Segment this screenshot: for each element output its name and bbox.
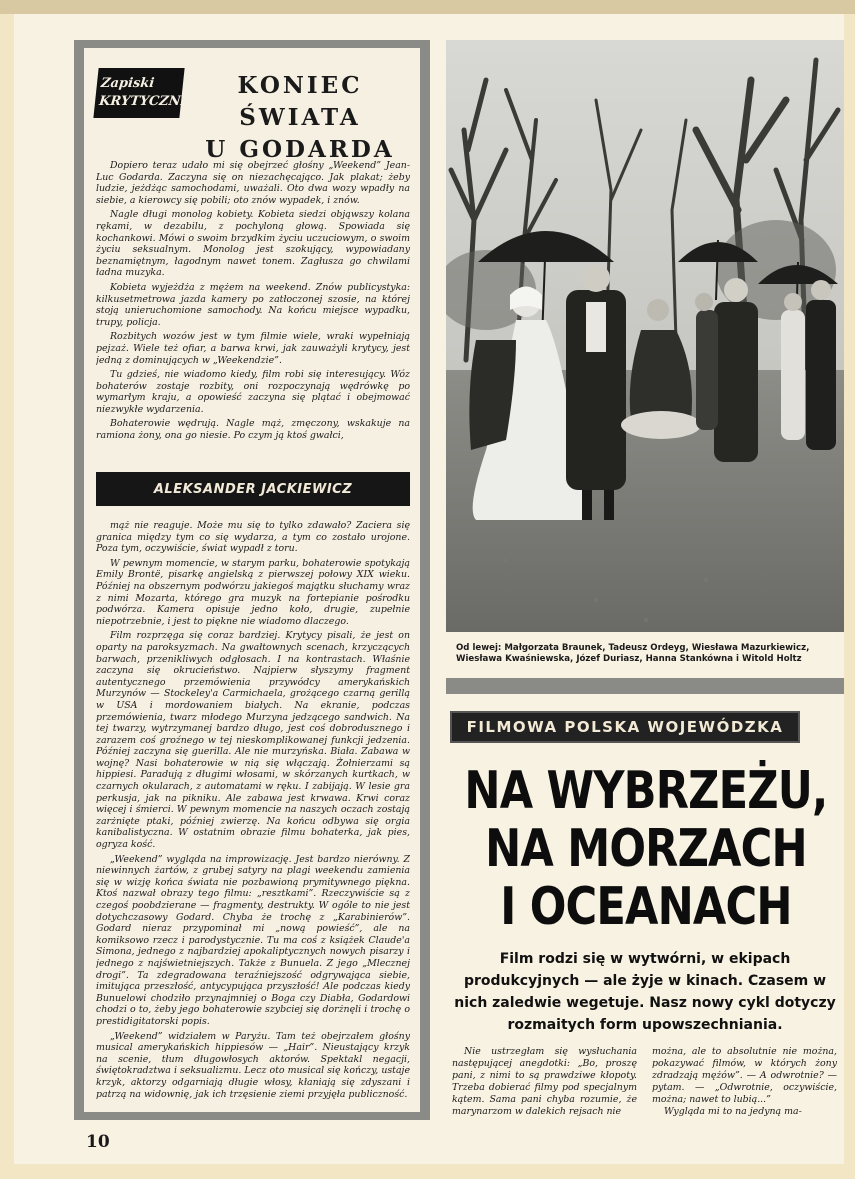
headline-line-2: NA MORZACH [485,819,807,879]
paragraph: Kobieta wyjeżdża z mężem na weekend. Znów publicystyka: kilkusetmetrowa jazda kamery po zatłoczonej szosie, na której stoją unieruchomione samochody. Na końcu miejsce wypadku, trupy, policja. [96,281,410,328]
paragraph: „Weekend” wygląda na improwizację. Jest bardzo nierówny. Z niewinnych żartów, z grubej satyry na plagi weekendu zamienia się w wizję końca świata nie pozbawioną prymitywnego piękna. Ktoś nazwał obrazy tego filmu: „resztkami”. Rzeczywiście są z czegoś poobdzierane — fragmenty, destrukty. W ogóle to nie jest dotychczasowy Godard. Chyba że trochę z „Karabinierów”. Godard nieraz przypominał mi „nową powieść”, ale na komiksowo rzecz i parodystycznie. Tu ma coś z książek Claude'a Simona, jednego z najbardziej apokaliptycznych nowych pisarzy i jednego z najświetniejszych. Także z Bunuela. Z jego „Mlecznej drogi”. Ta zdegradowana teraźniejszość odgrywająca siebie, imitująca przeszłość, antycypująca przyszłość! Ale podczas kiedy Bunuelowi chodziło przynajmniej o Boga czy Diabła, Godardowi chodzi o to, żeby jego bohaterowie szybciej się dorżnęli i trochę o prestidigitatorski popis. [96,853,410,1027]
title-line-1: KONIEC ŚWIATA [237,72,363,131]
author-byline: ALEKSANDER JACKIEWICZ [96,472,410,506]
article-body-part-2 [96,520,410,1112]
lead-text: Film rodzi się w wytwórni, w ekipach produkcyjnych — ale żyje w kinach. Czasem w nich zaledwie wegetuje. Nasz nowy cykl dotyczy rozmaitych form upowszechniania. [454,951,836,1033]
logo-line-2: KRYTYCZNE [98,94,192,109]
body-column-2 [652,1046,837,1122]
paragraph: W pewnym momencie, w starym parku, bohaterowie spotykają Emily Brontë, pisarkę angielską z pierwszej połowy XIX wieku. Później na obszernym podwórzu jakiegoś majątku słuchamy wraz z nimi Mozarta, którego gra muzyk na fortepianie pośrodku podwórza. Kamera opisuje jedno koło, drugie, zupełnie niepotrzebnie, i jest to piękne nie wiadomo dlaczego. [96,557,410,627]
paragraph: Bohaterowie wędrują. Nagle mąż, zmęczony, wskakuje na ramiona żony, ona go niesie. Po czym ją ktoś gwałci, [96,418,410,442]
paragraph: Film rozprzęga się coraz bardziej. Krytycy pisali, że jest on oparty na paroksyzmach. Na gwałtownych scenach, krzyczących barwach, przenikliwych odgłosach. I na kontrastach. Właśnie zaczyna się okrucieństwo. Najpierw słyszymy fragment autentycznego przemówienia przywódcy amerykańskich Murzynów — Stockeley'a Carmichaela, grożącego czarną gerillą w USA i mordowaniem białych. Na ekranie, podczas przemówienia, twarz młodego Murzyna jedzącego sandwich. Na tej twarzy, wytrzymanej bardzo długo, jest coś dobrodusznego i zarazem coś groźnego w tej nieskomplikowanej funkcji jedzenia. Później zaczyna się guerilla. Ale nie murzyńska. Biała. Zabawa w wojnę? Nasi bohaterowie w nią się włączają. Żołnierzami są hippiesi. Paradują z długimi włosami, w skórzanych kurtkach, w czarnych okularach, z automatami w ręku. I zabijają. W lesie gra perkusja, jak na pikniku. Ale zabawa jest krwawa. Krwi coraz więcej i śmierci. W pewnym momencie na naszych oczach zostają zarżnięte ptaki, później zwierzę. Na końcu odbywa się orgia kanibalistyczna. W ostatnim obrazie filmu bohaterka, jak pies, ogryza kość. [96,630,410,851]
section-divider [446,678,844,694]
headline-line-1: NA WYBRZEŻU, [464,761,828,821]
photo-caption: Od lewej: Małgorzata Braunek, Tadeusz Ordeyg, Wiesława Mazurkiewicz, Wiesława Kwaśniewska, Józef Duriasz, Hanna Stankówna i Witold Holtz [456,643,810,664]
paragraph: mąż nie reaguje. Może mu się to tylko zdawało? Zaciera się granica między tym co się wydarza, a tym co zostało urojone. Poza tym, oczywiście, świat wypadł z toru. [96,520,410,555]
paragraph: Nie ustrzegłam się wysłuchania następującej anegdotki: „Bo, proszę pani, z nimi to są prawdziwe kłopoty. Trzeba dobierać filmy pod specjalnym kątem. Sama pani chyba rozumie, że marynarzom w dalekich rejsach nie [452,1046,637,1117]
page-number: 10 [86,1132,110,1152]
headline-line-3: I OCEANACH [500,877,792,937]
paragraph: Dopiero teraz udało mi się obejrzeć głośny „Weekend” Jean-Luc Godarda. Zaczyna się on niezachęcająco. Jak plakat; żeby ludzie, jeżdżąc samochodami, uważali. Oto dwa wozy wpadły na siebie, a kierowcy się pobili; oto znów wypadek, i znów. [96,160,410,206]
paragraph: „Weekend” widziałem w Paryżu. Tam też obejrzałem głośny musical amerykańskich hippiesów — „Hair”. Nieustający krzyk na scenie, tłum długowłosych aktorów. Spektakl negacji, świętokradztwa i seksualizmu. Lecz oto musical się kończy, ustaje krzyk, aktorzy odgarniają długie włosy, kłaniają się zdyszani i patrzą na widownię, jak ich trzęsienie ziemi przyjęła publiczność. [96,1030,410,1100]
paragraph: można, ale to absolutnie nie można, pokazywać filmów, w których żony zdradzają mężów”. — A odwrotnie? — pytam. — „Odwrotnie, oczywiście, można; nawet to lubią...” [652,1046,837,1105]
left-article [84,48,420,1112]
film-still-photo [446,40,844,632]
section-label: FILMOWA POLSKA WOJEWÓDZKA [450,711,800,743]
title-line-2: U GODARDA [205,136,395,163]
headline [448,761,828,937]
article-body-part-1 [96,160,410,458]
paragraph: Nagle długi monolog kobiety. Kobieta siedzi objąwszy kolana rękami, w dezabilu, z pochyloną głową. Spowiada się kochankowi. Mówi o swoim brzydkim życiu uczuciowym, o swoim życiu seksualnym. Monolog jest szokujący, wypowiadany beznamiętnym, łagodnym nawet tonem. Zagłusza go chwilami ładna muzyka. [96,209,410,279]
logo-line-1: Zapiski [100,76,156,91]
article-title [182,70,410,166]
paragraph: Rozbitych wozów jest w tym filmie wiele, wraki wypełniają pejzaż. Wiele też ofiar, a barwa krwi, jak zauważyli krytycy, jest jedną z dominujących w „Weekendzie”. [96,331,410,366]
left-article-frame [74,40,430,1120]
page-top-edge [0,0,855,14]
article-header [96,58,410,163]
paragraph: Tu gdzieś, nie wiadomo kiedy, film robi się interesujący. Wóz bohaterów zostaje rozbity, oni rozpoczynają wędrówkę po wymarłym kraju, a opowieść zaczyna się plątać i obejmować niezwykłe wydarzenia. [96,369,410,415]
lead-paragraph [450,948,840,1036]
column-logo [93,68,192,118]
body-column-1 [452,1046,637,1122]
paragraph: Wygląda mi to na jedyną ma- [664,1106,802,1117]
